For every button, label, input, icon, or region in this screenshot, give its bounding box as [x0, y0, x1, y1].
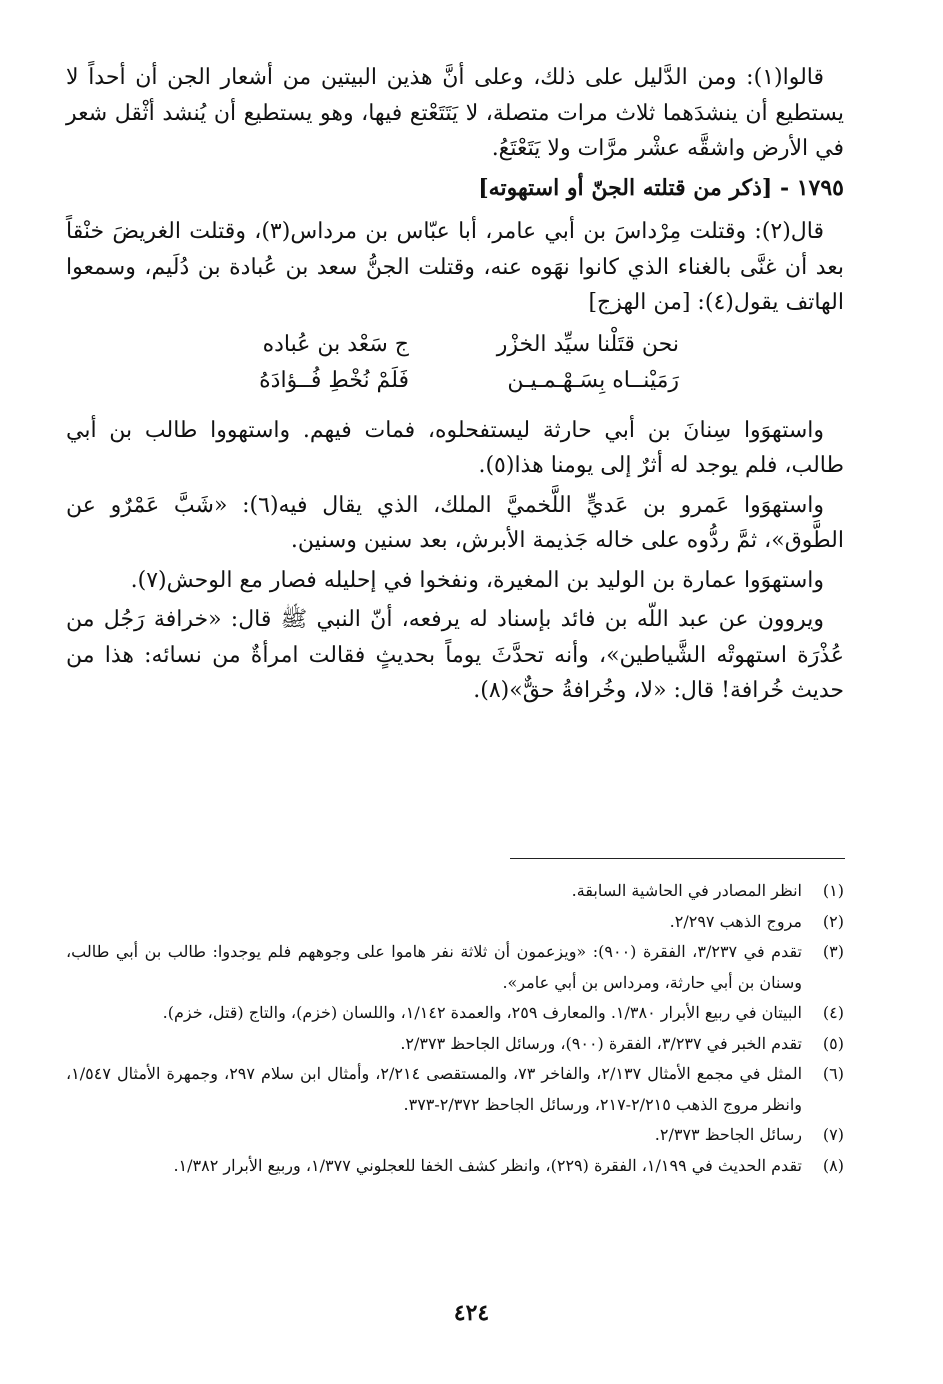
verse-line-2 [66, 363, 844, 399]
footnote-item [66, 876, 844, 907]
footnote-text: رسائل الجاحظ ٢/٣٧٣. [654, 1125, 802, 1144]
verse-hemistich: ج سَعْد بن عُباده [262, 331, 409, 357]
footnote-item [66, 1151, 844, 1182]
footnote-divider [510, 858, 845, 859]
footnote-text: البيتان في ربيع الأبرار ١/٣٨٠. والمعارف ٢٥٩، والعمدة ١/١٤٢، واللسان (خزم)، والتاج (قتل، خزم). [162, 1003, 802, 1022]
footnote-item [66, 937, 844, 998]
footnote-number: (٨) [822, 1155, 844, 1175]
verse-hemistich: رَمَيْنــاه بِسَـهْـمـيـن [507, 367, 679, 393]
poem-verse [66, 327, 844, 399]
paragraph-6: ويروون عن عبد اللّه بن فائد بإسناد له يرفعه، أنّ النبي ﷺ قال: «خرافة رَجُل من عُذْرَة استهوتْه الشَّياطين»، وأنه تحدَّثَ يوماً بحديثٍ فقالت امرأةٌ من نسائه: هذا من حديث خُرافة! قال: «لا، وخُرافةُ حقٌّ»(٨). [66, 607, 844, 703]
footnote-number: (٣) [822, 942, 844, 961]
footnote-text: تقدم الحديث في ١/١٩٩، الفقرة (٢٢٩)، وانظر كشف الخفا للعجلوني ١/٣٧٧، وربيع الأبرار ١/٣٨٢. [173, 1155, 802, 1175]
footnote-number: (٤) [822, 1003, 844, 1022]
page-number: ٤٢٤ [453, 1300, 490, 1326]
footnote-text: انظر المصادر في الحاشية السابقة. [571, 881, 802, 900]
footnote-number: (١) [822, 881, 844, 900]
verse-line-1 [66, 327, 844, 363]
paragraph-1: قالوا(١): ومن الدَّليل على ذلك، وعلى أنَّ هذين البيتين من أشعار الجن أن أحداً لا يستطيع أن ينشدَهما ثلاث مرات متصلة، لا يَتَتَعْتع فيها، وهو يستطيع أن يُنشد أثْقل شعر في الأرض واشقَّه عشْر مرَّات ولا يَتَعْتَعُ. [66, 65, 844, 161]
footnote-number: (٦) [822, 1064, 844, 1083]
footnote-text: مروج الذهب ٢/٢٩٧. [669, 911, 802, 931]
paragraph-5: واستهوَوا عمارة بن الوليد بن المغيرة، ونفخوا في إحليله فصار مع الوحش(٧). [130, 567, 824, 593]
footnote-number: (٧) [822, 1125, 844, 1144]
footnote-item [66, 1059, 844, 1120]
section-heading: ١٧٩٥ - [ذكر من قتلته الجنّ أو استهوته] [478, 174, 844, 201]
footnote-text: تقدم الخبر في ٣/٢٣٧، الفقرة (٩٠٠)، ورسائل الجاحظ ٢/٣٧٣. [400, 1033, 802, 1053]
footnote-text: تقدم في ٣/٢٣٧، الفقرة (٩٠٠): «ويزعمون أن ثلاثة نفر هاموا على وجوههم فلم يوجدوا: طالب بن أبي طالب، وسنان بن أبي حارثة، ومرداس بن أبي عامر». [66, 942, 803, 992]
verse-hemistich: نحن قتَلْنا سيِّد الخزْر [496, 331, 679, 357]
footnote-text: المثل في مجمع الأمثال ٢/١٣٧، والفاخر ٧٣، والمستقصى ٢/٢١٤، وأمثال ابن سلام ٢٩٧، وجمهرة الأمثال ١/٥٤٧، وانظر مروج الذهب ٢/٢١٥-٢١٧، ورسائل الجاحظ ٢/٣٧٢-٣٧٣. [66, 1064, 803, 1114]
footnotes [66, 876, 844, 1181]
paragraph-2: قال(٢): وقتلت مِرْداسَ بن أبي عامر، أبا عبّاس بن مرداس(٣)، وقتلت الغريضَ خنْقاً بعد أن غنَّى بالغناء الذي كانوا نهَوه عنه، وقتلت الجنُّ سعد بن عُبادة بن دُلَيم، وسمعوا الهاتف يقول(٤): [من الهزج] [66, 219, 844, 315]
main-text [66, 60, 844, 713]
footnote-item [66, 998, 844, 1029]
footnote-number: (٢) [822, 911, 844, 931]
footnote-item [66, 1029, 844, 1060]
footnote-item [66, 907, 844, 938]
paragraph-4: واستهوَوا عَمرو بن عَديٍّ اللَّخميَّ الملك، الذي يقال فيه(٦): «شَبَّ عَمْرٌو عن الطَّوق»، ثمَّ ردُّوه على خاله جَذيمة الأبرش، بعد سنين وسنين. [66, 492, 844, 553]
verse-hemistich: فَلَمْ نُخْطِ فُــؤادَهُ [259, 367, 409, 393]
footnote-number: (٥) [822, 1033, 844, 1053]
paragraph-3: واستهوَوا سِنانَ بن أبي حارثة ليستفحلوه، فمات فيهم. واستهووا طالب بن أبي طالب، فلم يوجد له أثرٌ إلى يومنا هذا(٥). [66, 417, 844, 478]
footnote-item [66, 1120, 844, 1151]
